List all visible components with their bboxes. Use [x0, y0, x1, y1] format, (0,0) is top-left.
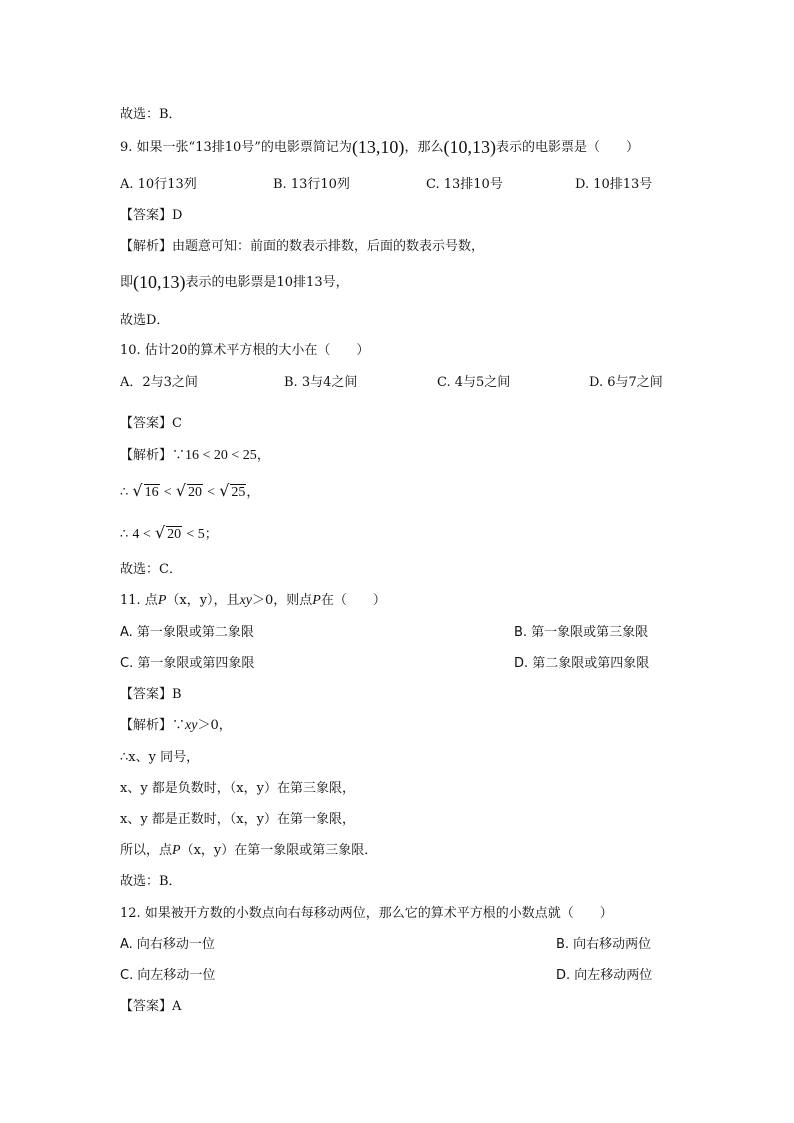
option-text: A. 向右移动一位	[120, 937, 215, 952]
explanation-text: x、y 都是负数时，（x，y）在第三象限，	[120, 781, 355, 796]
radical-icon: √	[219, 481, 230, 500]
option-b	[556, 936, 651, 954]
answer-line	[120, 415, 182, 433]
option-text: C. 第一象限或第四象限	[120, 656, 255, 671]
conclusion-text: 故选：C．	[120, 562, 182, 577]
option-text: B. 向右移动两位	[556, 937, 652, 952]
explanation-line	[120, 273, 349, 292]
explanation-text: ＞0，	[197, 718, 232, 733]
option-text: A. 10行13列	[120, 177, 197, 192]
option-a	[120, 374, 198, 392]
explanation-text: 即	[120, 275, 134, 290]
option-c	[120, 967, 215, 985]
explanation-line	[120, 780, 355, 798]
explanation-line	[120, 842, 377, 860]
conclusion-line	[120, 561, 182, 579]
radicand: 20	[167, 527, 182, 542]
math-variable: P	[172, 843, 181, 858]
punctuation: ，	[246, 485, 260, 500]
answer-text: 【答案】D	[120, 208, 183, 223]
question-text: 11. 点	[120, 593, 158, 608]
answer-line	[120, 207, 182, 225]
answer-text: 【答案】A	[120, 999, 182, 1014]
explanation-text: ，	[256, 448, 270, 463]
therefore-symbol: ∴	[120, 527, 129, 542]
sqrt-inequality-line	[120, 482, 259, 502]
explanation-text: 表示的电影票是10排13号，	[185, 275, 349, 290]
question-text: 10. 估计20的算术平方根的大小在（ ）	[120, 343, 370, 358]
radical-icon: √	[132, 481, 143, 500]
conclusion-line	[120, 873, 182, 891]
answer-choice-line	[120, 106, 182, 124]
option-d	[514, 655, 649, 673]
option-b	[273, 176, 350, 194]
explanation-text: 【解析】∵	[120, 718, 186, 733]
option-a	[120, 936, 215, 954]
math-pair: (13,10)	[351, 137, 405, 157]
sqrt-result-line	[120, 524, 218, 544]
option-b	[284, 374, 357, 392]
explanation-line	[120, 717, 232, 735]
question-text: 在（ ）	[320, 593, 386, 608]
option-text: C. 4与5之间	[437, 375, 511, 390]
option-text: B. 第一象限或第三象限	[514, 625, 649, 640]
option-a	[120, 176, 197, 194]
answer-text: 【答案】B	[120, 687, 182, 702]
option-b	[514, 624, 648, 642]
radicand: 20	[188, 485, 203, 500]
option-c	[426, 176, 503, 194]
question-text: ，那么	[404, 140, 444, 155]
explanation-line	[120, 811, 355, 829]
radical-icon: √	[154, 523, 166, 542]
conclusion-text: 故选：B．	[120, 874, 182, 889]
math-variable: P	[312, 593, 321, 608]
math-pair: (10,13)	[133, 272, 186, 292]
therefore-symbol: ∴	[120, 485, 129, 500]
explanation-text: x、y 都是正数时，（x，y）在第一象限，	[120, 812, 355, 827]
math-variable: xy	[239, 593, 252, 608]
less-than: <	[163, 485, 172, 500]
option-text: A．2与3之间	[120, 375, 198, 390]
explanation-text: ∴x、y 同号，	[120, 750, 200, 765]
math-pair: (10,13)	[443, 137, 496, 157]
question-number: 9.	[120, 140, 133, 155]
explanation-text: 【解析】∵	[120, 448, 186, 463]
radicand: 16	[144, 485, 159, 500]
option-text: B. 3与4之间	[284, 375, 358, 390]
math-term: < 5	[186, 527, 205, 542]
question-text: 12. 如果被开方数的小数点向右每移动两位，那么它的算术平方根的小数点就（ ）	[120, 906, 613, 921]
less-than: <	[207, 485, 216, 500]
question-text: （x，y），且	[166, 593, 240, 608]
explanation-text: 【解析】由题意可知：前面的数表示排数，后面的数表示号数，	[120, 239, 485, 254]
question-10	[120, 342, 369, 360]
explanation-text: 所以，点	[120, 843, 173, 858]
option-a	[120, 624, 254, 642]
option-d	[575, 176, 652, 194]
math-variable: xy	[185, 718, 198, 733]
option-text: D. 10排13号	[575, 177, 653, 192]
explanation-line	[120, 749, 199, 767]
answer-text: 【答案】C	[120, 416, 182, 431]
question-12	[120, 905, 613, 923]
option-text: A. 第一象限或第二象限	[120, 625, 254, 640]
text: 故选：B．	[120, 107, 182, 122]
option-text: D. 第二象限或第四象限	[514, 656, 650, 671]
radicand: 25	[231, 485, 246, 500]
radical-icon: √	[175, 481, 187, 500]
conclusion-text: 故选D．	[120, 313, 170, 328]
question-text: ＞0，则点	[252, 593, 313, 608]
option-text: D. 向左移动两位	[556, 968, 653, 983]
option-text: D. 6与7之间	[589, 375, 663, 390]
explanation-line	[120, 447, 270, 465]
explanation-line	[120, 238, 484, 256]
option-d	[556, 967, 652, 985]
option-text: B. 13行10列	[273, 177, 350, 192]
math-inequality: 16 < 20 < 25	[185, 448, 257, 463]
question-text: 如果一张“13排10号”的电影票简记为	[136, 140, 352, 155]
math-term: 4 <	[132, 527, 151, 542]
option-c	[437, 374, 510, 392]
math-variable: P	[157, 593, 167, 608]
question-text: 表示的电影票是（ ）	[495, 140, 639, 155]
option-text: C. 向左移动一位	[120, 968, 216, 983]
punctuation: ；	[204, 527, 218, 542]
answer-line	[120, 998, 181, 1016]
option-d	[589, 374, 663, 392]
explanation-text: （x，y）在第一象限或第三象限．	[180, 843, 378, 858]
question-9	[120, 138, 639, 157]
answer-line	[120, 686, 182, 704]
option-text: C. 13排10号	[426, 177, 503, 192]
conclusion-line	[120, 312, 169, 330]
option-c	[120, 655, 254, 673]
question-11	[120, 592, 386, 610]
